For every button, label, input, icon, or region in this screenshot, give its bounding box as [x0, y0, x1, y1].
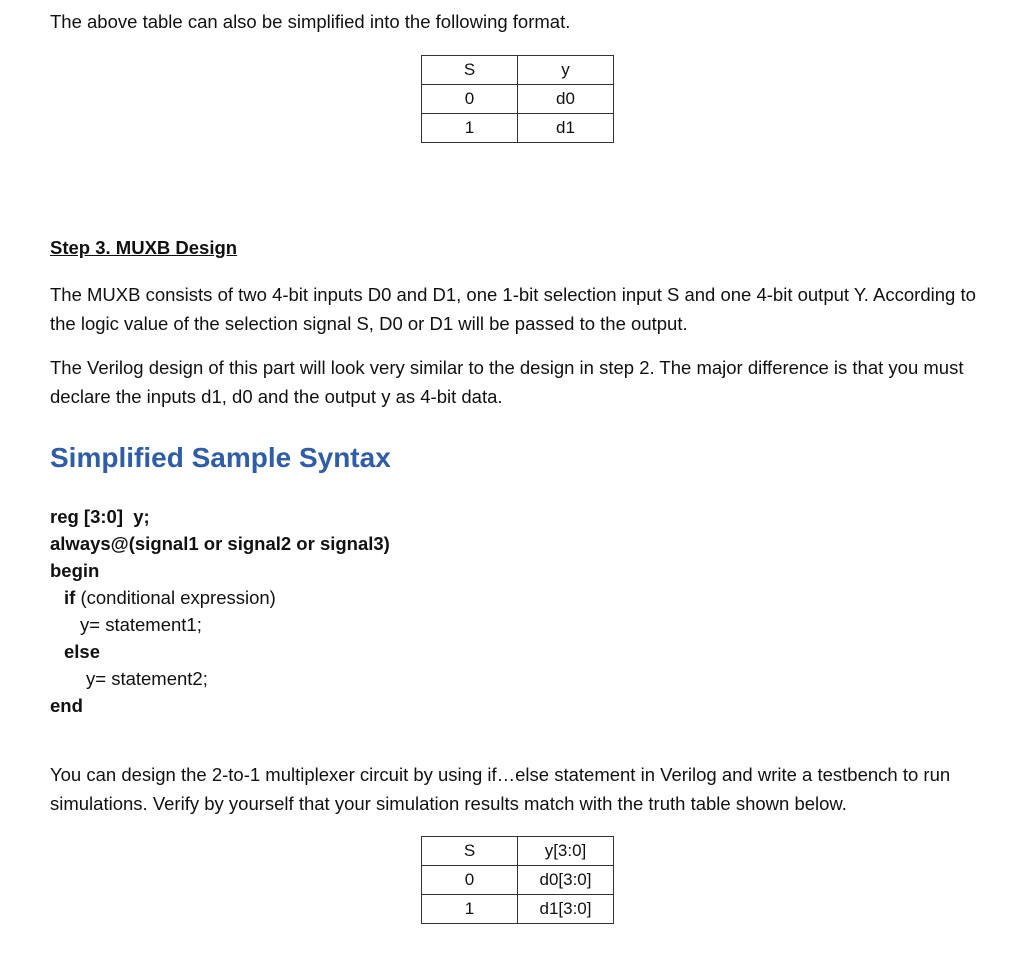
code-line: reg [3:0] y; — [50, 506, 150, 527]
code-line: if (conditional expression) — [64, 587, 276, 608]
table-row — [422, 866, 614, 895]
step3-heading: Step 3. MUXB Design — [50, 237, 238, 258]
table-cell: 0 — [422, 866, 518, 895]
syntax-heading: Simplified Sample Syntax — [50, 442, 391, 473]
code-line: else — [64, 641, 101, 662]
table-header-row — [422, 56, 614, 85]
code-line: begin — [50, 560, 100, 581]
table-cell: 1 — [422, 895, 518, 924]
table-header-cell: y — [518, 56, 614, 85]
table-cell: 0 — [422, 85, 518, 114]
table-cell: d1 — [518, 114, 614, 143]
table-cell: d0 — [518, 85, 614, 114]
code-sample — [50, 503, 390, 719]
table-cell: d1[3:0] — [518, 895, 614, 924]
code-line: y= statement1; — [80, 614, 202, 635]
intro-text: The above table can also be simplified into the following format. — [50, 11, 571, 32]
truth-table-simplified — [421, 55, 614, 143]
testbench-paragraph: You can design the 2-to-1 multiplexer circuit by using if…else statement in Verilog and write a testbench to run simulations. Verify by yourself that your simulation results match with the truth table shown below. — [50, 764, 951, 814]
table-header-row — [422, 837, 614, 866]
table-row — [422, 114, 614, 143]
table-row — [422, 85, 614, 114]
table-header-cell: S — [422, 56, 518, 85]
table-cell: d0[3:0] — [518, 866, 614, 895]
table-row — [422, 895, 614, 924]
truth-table-4bit — [421, 836, 614, 924]
code-line: always@(signal1 or signal2 or signal3) — [50, 533, 390, 554]
muxb-description-paragraph: The MUXB consists of two 4-bit inputs D0 and D1, one 1-bit selection input S and one 4-bit output Y. According to the logic value of the selection signal S, D0 or D1 will be passed to the output. — [50, 284, 976, 334]
table-cell: 1 — [422, 114, 518, 143]
code-line: y= statement2; — [86, 668, 208, 689]
verilog-design-paragraph: The Verilog design of this part will look very similar to the design in step 2. The major difference is that you must declare the inputs d1, d0 and the output y as 4-bit data. — [50, 357, 964, 407]
code-line: end — [50, 695, 83, 716]
table-header-cell: S — [422, 837, 518, 866]
table-header-cell: y[3:0] — [518, 837, 614, 866]
